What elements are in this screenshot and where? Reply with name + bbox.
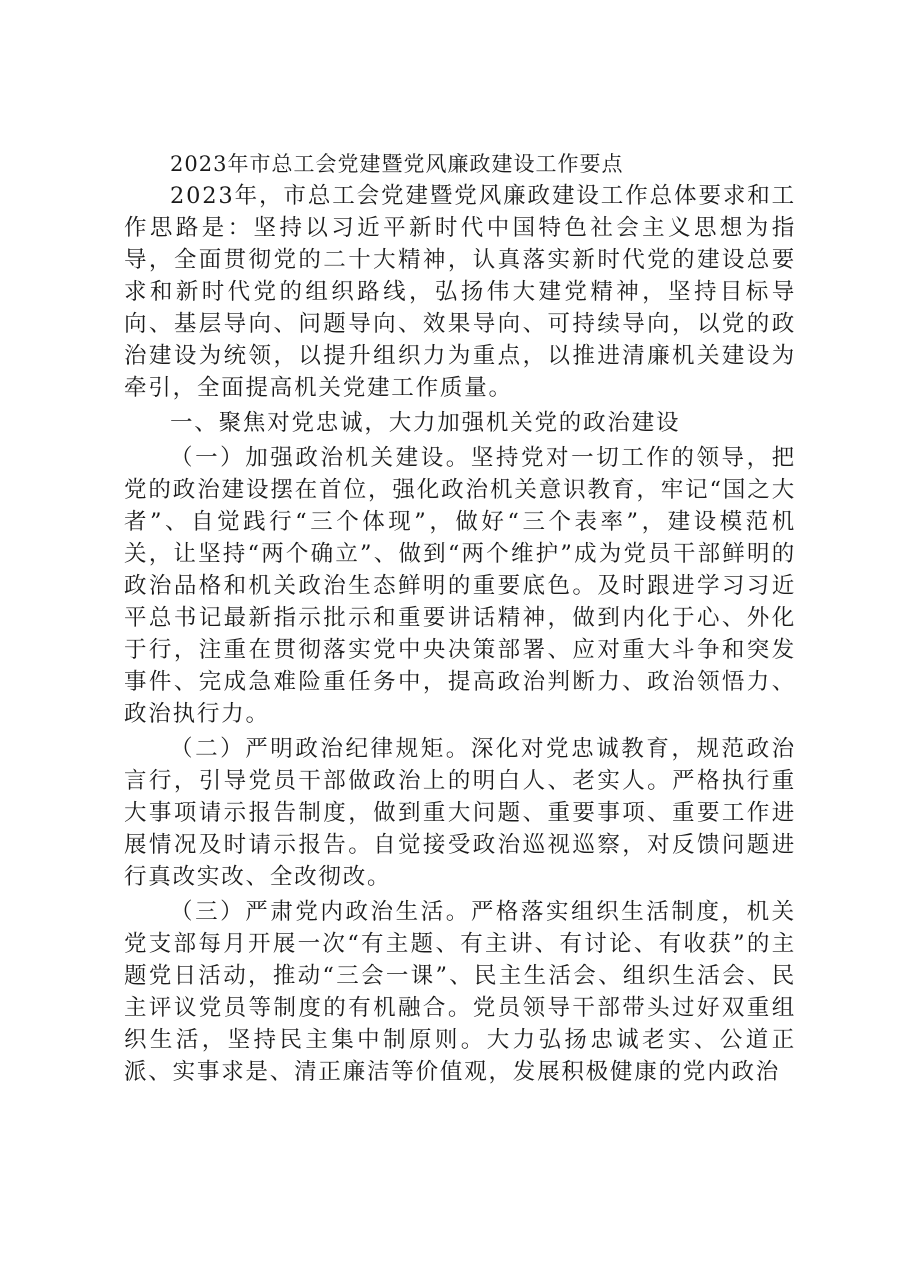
- document-title: 2023年市总工会党建暨党风廉政建设工作要点: [170, 152, 624, 176]
- section-heading: 一、聚焦对党忠诚，大力加强机关党的政治建设: [170, 410, 681, 436]
- section-item-paragraph: （二）严明政治纪律规矩。深化对党忠诚教育，规范政治言行，引导党员干部做政治上的明白人、老实人。严格执行重大事项请示报告制度，做到重大问题、重要事项、重要工作进展情况及时请示报告。自觉接受政治巡视巡察，对反馈问题进行真改实改、全改彻改。: [124, 736, 796, 890]
- document-page: [124, 148, 796, 1088]
- section-item-paragraph: （三）严肃党内政治生活。严格落实组织生活制度，机关党支部每月开展一次“有主题、有主讲、有讨论、有收获”的主题党日活动，推动“三会一课”、民主生活会、组织生活会、民主评议党员等制度的有机融合。党员领导干部带头过好双重组织生活，坚持民主集中制原则。大力弘扬忠诚老实、公道正派、实事求是、清正廉洁等价值观，发展积极健康的党内政治: [124, 899, 796, 1085]
- intro-paragraph: 2023年，市总工会党建暨党风廉政建设工作总体要求和工作思路是：坚持以习近平新时代中国特色社会主义思想为指导，全面贯彻党的二十大精神，认真落实新时代党的建设总要求和新时代党的组织路线，弘扬伟大建党精神，坚持目标导向、基层导向、问题导向、效果导向、可持续导向，以党的政治建设为统领，以提升组织力为重点，以推进清廉机关建设为牵引，全面提高机关党建工作质量。: [124, 183, 796, 401]
- section-item-paragraph: （一）加强政治机关建设。坚持党对一切工作的领导，把党的政治建设摆在首位，强化政治机关意识教育，牢记“国之大者”、自觉践行“三个体现”，做好“三个表率”，建设模范机关，让坚持“两个确立”、做到“两个维护”成为党员干部鲜明的政治品格和机关政治生态鲜明的重要底色。及时跟进学习习近平总书记最新指示批示和重要讲话精神，做到内化于心、外化于行，注重在贯彻落实党中央决策部署、应对重大斗争和突发事件、完成急难险重任务中，提高政治判断力、政治领悟力、政治执行力。: [124, 445, 796, 727]
